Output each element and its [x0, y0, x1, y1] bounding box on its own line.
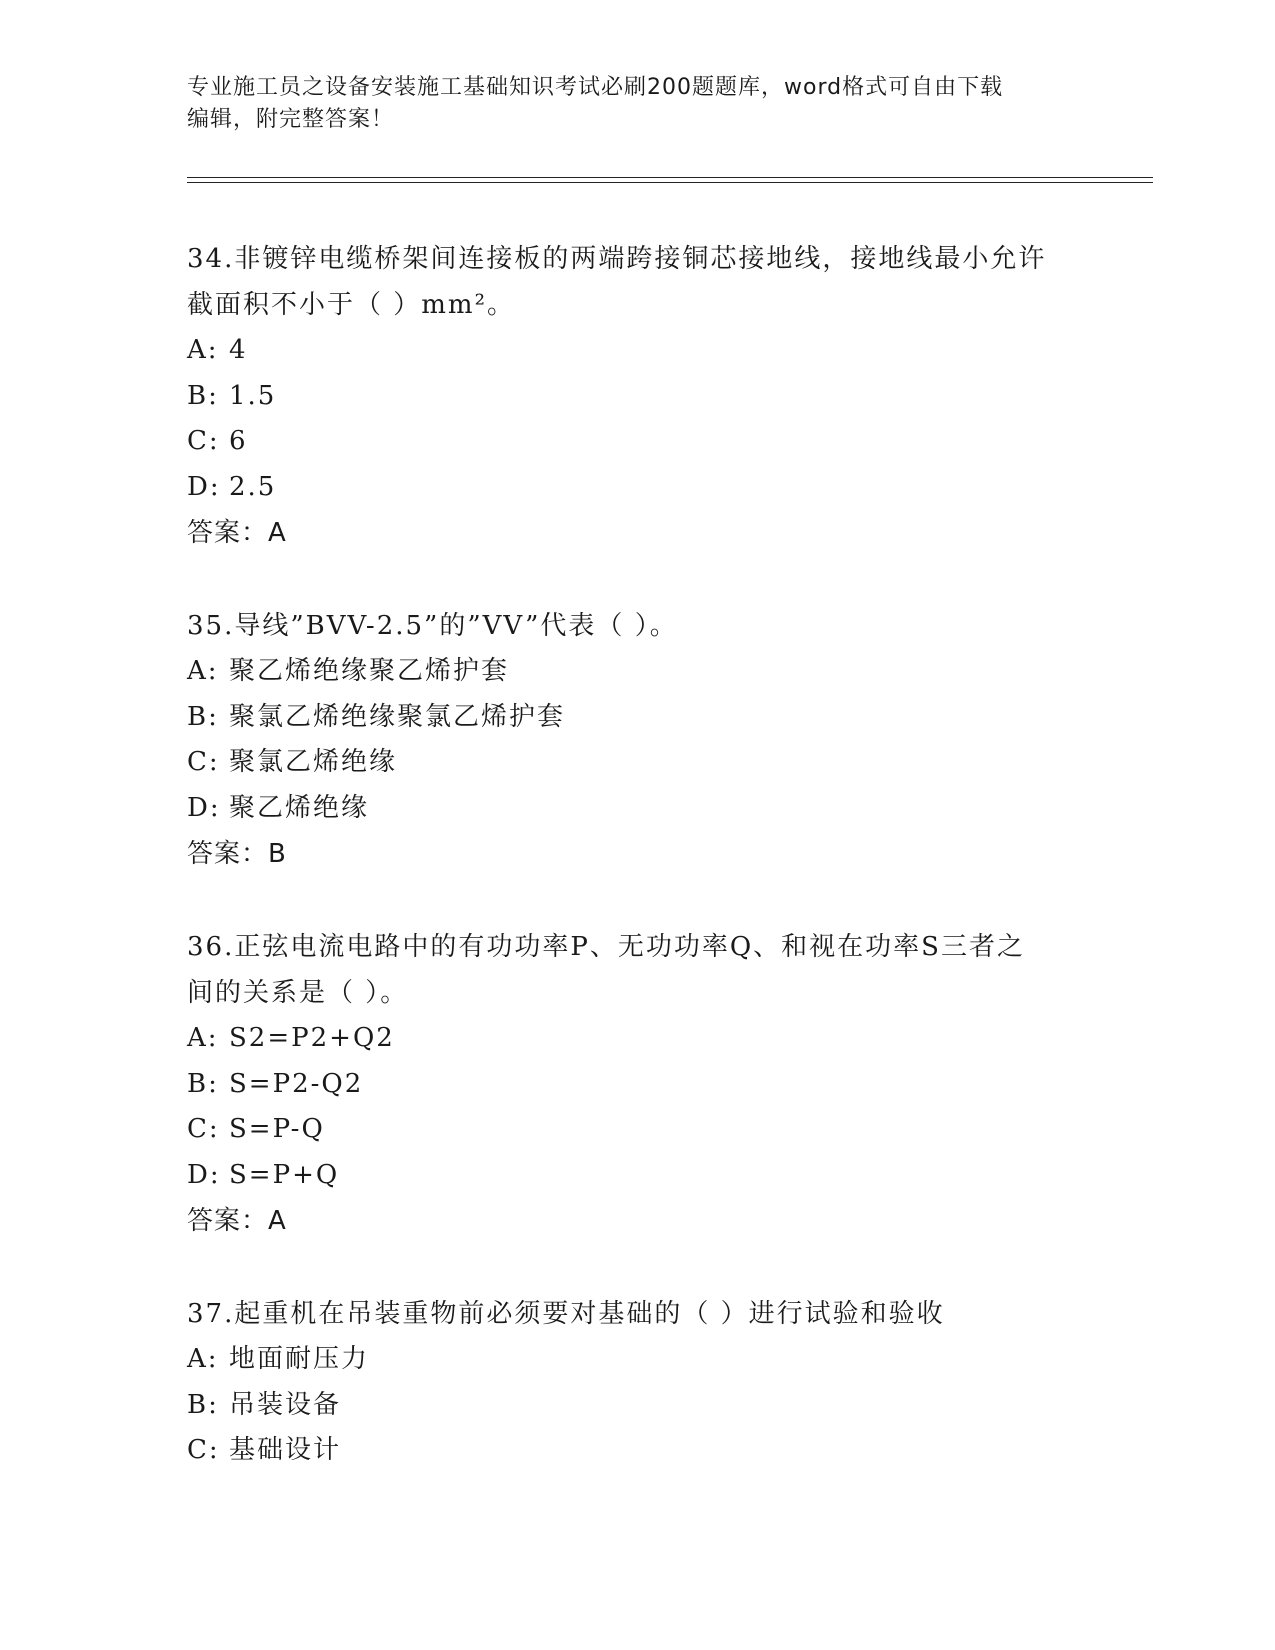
option-letter: B:	[187, 380, 219, 411]
option-letter: C:	[187, 747, 220, 777]
question-list	[187, 236, 1087, 1521]
header-line-1: 专业施工员之设备安装施工基础知识考试必刷200题题库，word格式可自由下载	[187, 75, 1004, 100]
option-a	[187, 1016, 1087, 1062]
option-text: 2.5	[229, 471, 277, 502]
option-text: S=P2-Q2	[229, 1068, 364, 1099]
option-a	[187, 328, 1087, 374]
option-c	[187, 1428, 1087, 1474]
question-37	[187, 1291, 1087, 1474]
option-letter: A:	[187, 656, 219, 686]
option-letter: C:	[187, 1114, 220, 1144]
header-divider-bottom	[187, 182, 1153, 183]
question-36	[187, 924, 1087, 1244]
option-text: 4	[229, 335, 248, 365]
option-text: 聚氯乙烯绝缘	[229, 747, 398, 777]
question-text-line-1: 36.正弦电流电路中的有功功率P、无功功率Q、和视在功率S三者之	[187, 932, 1025, 962]
option-text: 基础设计	[229, 1435, 342, 1465]
option-text: 6	[229, 426, 248, 456]
option-c	[187, 740, 1087, 786]
option-letter: B:	[187, 1068, 219, 1099]
answer-line: 答案：A	[187, 1206, 287, 1236]
header-line-2: 编辑，附完整答案！	[187, 107, 395, 132]
option-letter: B:	[187, 701, 219, 732]
question-text-line-1: 34.非镀锌电缆桥架间连接板的两端跨接铜芯接地线，接地线最小允许	[187, 244, 1047, 274]
option-letter: A:	[187, 1344, 219, 1374]
option-text: 地面耐压力	[229, 1344, 370, 1374]
option-text: S=P+Q	[229, 1159, 340, 1190]
option-text: 聚乙烯绝缘聚乙烯护套	[229, 656, 510, 686]
option-text: 吊装设备	[229, 1389, 342, 1420]
option-text: 聚氯乙烯绝缘聚氯乙烯护套	[229, 701, 566, 732]
option-letter: D:	[187, 1159, 221, 1190]
question-35	[187, 603, 1087, 877]
header-divider-top	[187, 177, 1153, 178]
option-d	[187, 1153, 1087, 1199]
option-text: S2=P2+Q2	[229, 1023, 395, 1053]
option-letter: B:	[187, 1389, 219, 1420]
option-b	[187, 374, 1087, 420]
option-text: 1.5	[229, 380, 277, 411]
option-text: S=P-Q	[229, 1114, 325, 1144]
option-d	[187, 465, 1087, 511]
answer-line: 答案：A	[187, 518, 287, 548]
answer-line: 答案：B	[187, 839, 287, 869]
option-letter: C:	[187, 426, 220, 456]
option-letter: D:	[187, 792, 221, 823]
option-text: 聚乙烯绝缘	[229, 792, 370, 823]
option-a	[187, 649, 1087, 695]
question-text-line-1: 35.导线”BVV-2.5”的”VV”代表（ ）。	[187, 611, 678, 641]
option-a	[187, 1337, 1087, 1383]
option-letter: A:	[187, 1023, 219, 1053]
option-letter: C:	[187, 1435, 220, 1465]
option-c	[187, 1107, 1087, 1153]
option-letter: D:	[187, 471, 221, 502]
option-letter: A:	[187, 335, 219, 365]
option-c	[187, 419, 1087, 465]
document-header	[187, 72, 1067, 136]
question-text-line-2: 截面积不小于（ ）mm²。	[187, 290, 515, 320]
option-b	[187, 1383, 1087, 1429]
question-text-line-2: 间的关系是（ ）。	[187, 978, 409, 1008]
option-d	[187, 786, 1087, 832]
option-b	[187, 1062, 1087, 1108]
question-text-line-1: 37.起重机在吊装重物前必须要对基础的（ ）进行试验和验收	[187, 1299, 945, 1329]
option-b	[187, 695, 1087, 741]
question-34	[187, 236, 1087, 556]
